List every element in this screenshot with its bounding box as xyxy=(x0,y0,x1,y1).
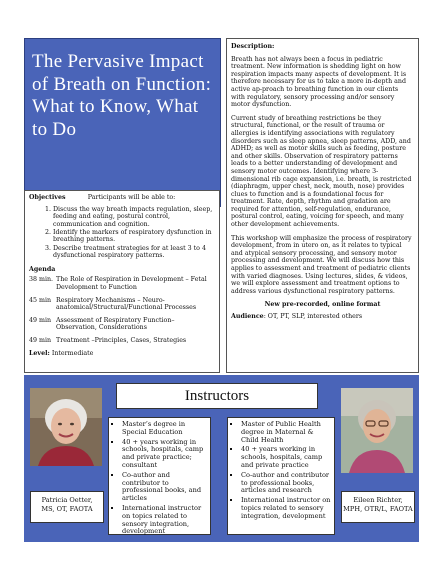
instructor-bullet: ▪ Master of Public Health degree in Maternal & Child Health xyxy=(241,421,331,444)
agenda-text: Assessment of Respiratory Function– Observation, Considerations xyxy=(56,316,175,332)
audience-line xyxy=(231,313,414,321)
objectives-list xyxy=(29,206,215,260)
instructor-bullets-right xyxy=(227,417,335,535)
agenda-time: 49 min xyxy=(29,316,52,324)
objectives-panel xyxy=(24,190,220,373)
instructor-credentials: MS, OT, FAOTA xyxy=(41,505,93,513)
level-line xyxy=(29,350,215,358)
agenda-time: 38 min. xyxy=(29,276,54,284)
description-panel xyxy=(226,38,419,373)
agenda-text: Respiratory Mechanisms – Neuro-anatomical/Structural/Functional Processes xyxy=(56,296,197,312)
audience-label: Audience xyxy=(231,313,264,320)
level-value: Intermediate xyxy=(49,349,94,357)
instructor-name: Eileen Richter, xyxy=(353,496,403,504)
agenda-item xyxy=(29,276,215,291)
agenda-label: Agenda xyxy=(29,265,56,273)
description-heading: Description: xyxy=(231,43,275,50)
objectives-label: Objectives xyxy=(29,194,66,201)
instructor-bullet: ▪ Co-author and contributor to professional books, and articles xyxy=(122,472,207,503)
description-paragraph: This workshop will emphasize the process of respiratory development, from in utero on, as it relates to typical and atypical sensory processing, and sensory motor processing and development. We will discuss how this applies to assessment and treatment of pediatric clients with varied diagnoses. Using lectures, slides, & videos, we will explore assessment and treatment options to address various dysfunctional respiratory patterns. xyxy=(231,234,412,295)
page-title: The Pervasive Impact of Breath on Function: What to Know, What to Do xyxy=(32,51,212,140)
description-paragraph: Current study of breathing restrictions be they structural, functional, or the result of trauma or allergies is identifying associations with regulatory disorders such as sleep apnea, sleep patterns, ADD, and ADHD; as well as motor skills such as feeding, posture and other skills. Observation of respiratory patterns leads to a better understanding of development and sensory motor outcomes. Identifying where 3-dimensional rib cage expansion, i.e. breath, is restricted (diaphragm, upper chest, neck, mouth, nose) provides clues to function and is a foundational focus for treatment. Rate, depth, rhythm and gradation are required for attention, self-regulation, endurance, postural control, eating, voicing for speech, and many other development achievements. xyxy=(231,114,412,229)
agenda-item xyxy=(29,337,215,345)
agenda-text: Treatment –Principles, Cases, Strategies xyxy=(56,336,187,344)
instructor-bullet: ▪ Co-author and contributor to professional books, articles and research xyxy=(241,472,331,495)
instructors-heading: Instructors xyxy=(116,383,318,409)
instructor-photo-left xyxy=(30,388,102,466)
instructor-bullet: ▪ 40 + years working in schools, hospitals, camp and private practice xyxy=(241,446,331,469)
objective-item: 2. Identify the markers of respiratory dysfunction in breathing patterns. xyxy=(53,229,215,244)
instructor-caption-right xyxy=(341,491,415,523)
objectives-intro: Participants will be able to: xyxy=(87,194,176,201)
instructor-photo-right xyxy=(341,388,413,473)
objective-item: 3. Describe treatment strategies for at least 3 to 4 dysfunctional respiratory patterns. xyxy=(53,245,215,260)
instructor-bullets-left xyxy=(108,417,211,535)
audience-value: : OT, PT, SLP, interested others xyxy=(263,313,363,320)
agenda-time: 49 min xyxy=(29,336,52,344)
agenda-time: 45 min xyxy=(29,296,52,304)
instructor-bullet: ▪ International instructor on topics related to sensory integration, development xyxy=(241,497,331,520)
objectives-header xyxy=(29,194,215,202)
level-label: Level: xyxy=(29,349,50,357)
objective-item: 1. Discuss the way breath impacts regulation, sleep, feeding and eating, postural control, communication and cognition. xyxy=(53,206,215,229)
agenda-item xyxy=(29,317,215,332)
instructor-credentials: MPH, OTR/L, FAOTA xyxy=(343,505,413,513)
agenda-item xyxy=(29,297,215,312)
description-paragraph: Breath has not always been a focus in pediatric treatment. New information is shedding light on how respiration impacts many aspects of development. It is therefore necessary for us to take a more in-depth and active ap-proach to breathing function in our clients with regulatory, sensory processing and/or sensory motor dysfunction. xyxy=(231,55,407,109)
instructor-bullet: ▪ 40 + years working in schools, hospitals, camp and private practice; consultant xyxy=(122,439,207,470)
instructor-caption-left xyxy=(30,491,104,523)
instructor-name: Patricia Oetter, xyxy=(41,496,93,504)
instructor-bullet: ▪ International instructor on topics related to sensory integration, development xyxy=(122,505,207,536)
format-note: New pre-recorded, online format xyxy=(264,301,381,309)
agenda-text: The Role of Respiration in Development – Fetal Development to Function xyxy=(56,276,207,291)
instructor-bullet: ▪ Master’s degree in Special Education xyxy=(122,421,207,437)
title-banner xyxy=(24,38,221,207)
